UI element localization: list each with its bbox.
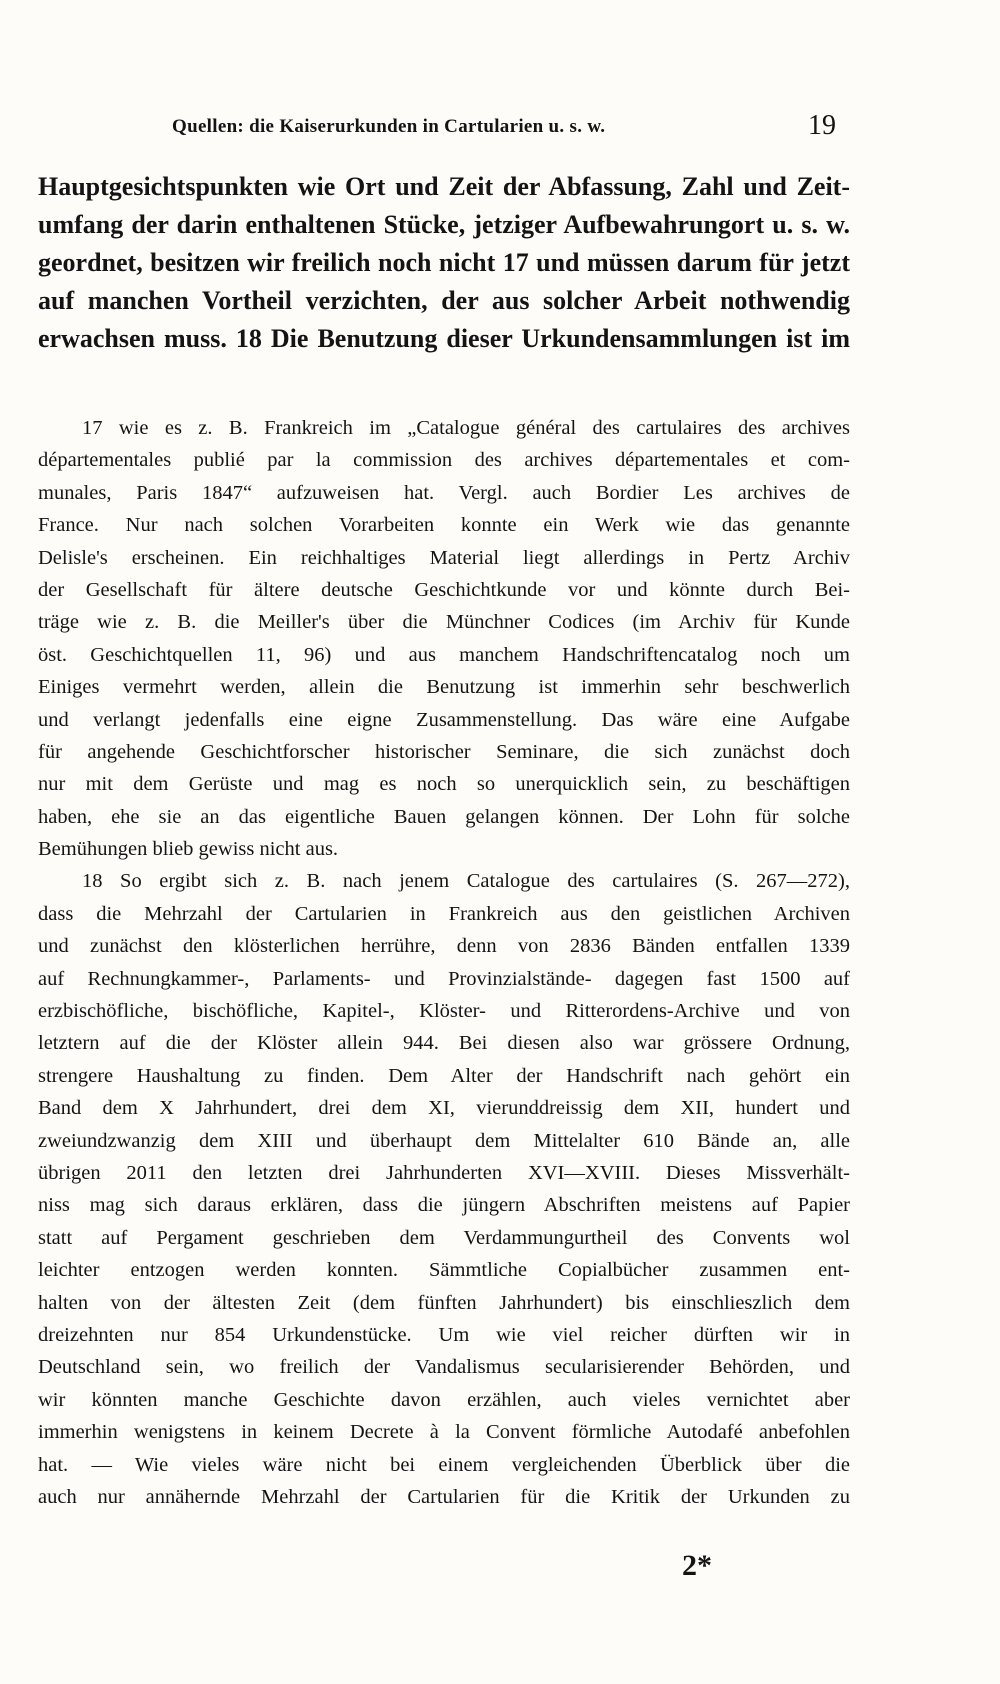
footnote-line: haben, ehe sie an das eigentliche Bauen gelangen können. Der Lohn für solche <box>38 805 850 828</box>
footnote-line: statt auf Pergament geschrieben dem Verdammungurtheil des Convents wol <box>38 1226 850 1249</box>
footnote-line: auf Rechnungkammer-, Parlaments- und Provinzialstände- dagegen fast 1500 auf <box>38 967 850 990</box>
footnote-line: zweiundzwanzig dem XIII und überhaupt dem Mittelalter 610 Bände an, alle <box>38 1129 850 1152</box>
footnote-line: auch nur annähernde Mehrzahl der Cartularien für die Kritik der Urkunden zu <box>38 1485 850 1508</box>
footnote-line: France. Nur nach solchen Vorarbeiten konnte ein Werk wie das genannte <box>38 514 850 537</box>
footnote-line: dreizehnten nur 854 Urkundenstücke. Um wie viel reicher dürften wir in <box>38 1323 850 1346</box>
main-text-line: erwachsen muss. 18 Die Benutzung dieser Urkundensammlungen ist im <box>38 324 850 353</box>
main-text-line: auf manchen Vortheil verzichten, der aus solcher Arbeit nothwendig <box>38 286 850 315</box>
footnote-line: 17 wie es z. B. Frankreich im „Catalogue général des cartulaires des archives <box>82 417 850 439</box>
signature-mark: 2* <box>682 1549 712 1582</box>
footnote-line: übrigen 2011 den letzten drei Jahrhunderten XVI—XVIII. Dieses Missverhält- <box>38 1161 850 1184</box>
footnote-line: Einiges vermehrt werden, allein die Benutzung ist immerhin sehr beschwerlich <box>38 676 850 699</box>
footnote-line: und zunächst den klösterlichen herrühre, denn von 2836 Bänden entfallen 1339 <box>38 935 850 958</box>
footnote-line: 18 So ergibt sich z. B. nach jenem Catalogue des cartulaires (S. 267—272), <box>82 870 850 893</box>
footnote-line: immerhin wenigstens in keinem Decrete à la Convent förmliche Autodafé anbefohlen <box>38 1421 850 1444</box>
footnote-line: träge wie z. B. die Meiller's über die Münchner Codices (im Archiv für Kunde <box>38 611 850 634</box>
footnote-line: départementales publié par la commission des archives départementales et com- <box>38 449 850 472</box>
footnotes-block <box>38 412 850 1513</box>
footnote-line: Deutschland sein, wo freilich der Vandalismus secularisierender Behörden, und <box>38 1356 850 1379</box>
footnote-line: Bemühungen blieb gewiss nicht aus. <box>38 838 339 861</box>
footnote-18 <box>38 865 850 1513</box>
running-head: Quellen: die Kaiserurkunden in Cartularien u. s. w. <box>172 116 606 137</box>
footnote-line: für angehende Geschichtforscher historischer Seminare, die sich zunächst doch <box>38 740 850 763</box>
main-text-line: Hauptgesichtspunkten wie Ort und Zeit der Abfassung, Zahl und Zeit- <box>38 172 850 201</box>
footnote-line: leichter entzogen werden konnten. Sämmtliche Copialbücher zusammen ent- <box>38 1259 850 1282</box>
footnote-line: erzbischöfliche, bischöfliche, Kapitel-, Klöster- und Ritterordens-Archive und von <box>38 1000 850 1023</box>
footnote-line: hat. — Wie vieles wäre nicht bei einem vergleichenden Überblick über die <box>38 1453 850 1476</box>
footnote-line: Band dem X Jahrhundert, drei dem XI, vierunddreissig dem XII, hundert und <box>38 1097 850 1120</box>
footnote-line: strengere Haushaltung zu finden. Dem Alter der Handschrift nach gehört ein <box>38 1064 850 1087</box>
footnote-line: und verlangt jedenfalls eine eigne Zusammenstellung. Das wäre eine Aufgabe <box>38 708 850 731</box>
footnote-line: munales, Paris 1847“ aufzuweisen hat. Vergl. auch Bordier Les archives de <box>38 481 850 504</box>
footnote-line: dass die Mehrzahl der Cartularien in Frankreich aus den geistlichen Archiven <box>38 902 850 925</box>
footnote-line: niss mag sich daraus erklären, dass die jüngern Abschriften meistens auf Papier <box>38 1194 850 1217</box>
footnote-line: Delisle's erscheinen. Ein reichhaltiges Material liegt allerdings in Pertz Archiv <box>38 546 850 569</box>
footnote-line: letztern auf die der Klöster allein 944. Bei diesen also war grössere Ordnung, <box>38 1032 850 1055</box>
main-text-block <box>38 168 850 358</box>
footnote-line: der Gesellschaft für ältere deutsche Geschichtkunde vor und könnte durch Bei- <box>38 578 850 601</box>
main-text-line: geordnet, besitzen wir freilich noch nicht 17 und müssen darum für jetzt <box>38 248 850 277</box>
footnote-line: nur mit dem Gerüste und mag es noch so unerquicklich sein, zu beschäftigen <box>38 773 850 796</box>
main-text-line: umfang der darin enthaltenen Stücke, jetziger Aufbewahrungort u. s. w. <box>38 210 850 239</box>
footnote-line: öst. Geschichtquellen 11, 96) und aus manchem Handschriftencatalog noch um <box>38 643 850 666</box>
footnote-line: halten von der ältesten Zeit (dem fünften Jahrhundert) bis einschlieszlich dem <box>38 1291 850 1314</box>
footnote-17 <box>38 412 850 865</box>
footnote-line: wir könnten manche Geschichte davon erzählen, auch vieles vernichtet aber <box>38 1388 850 1411</box>
page-number: 19 <box>808 110 836 141</box>
